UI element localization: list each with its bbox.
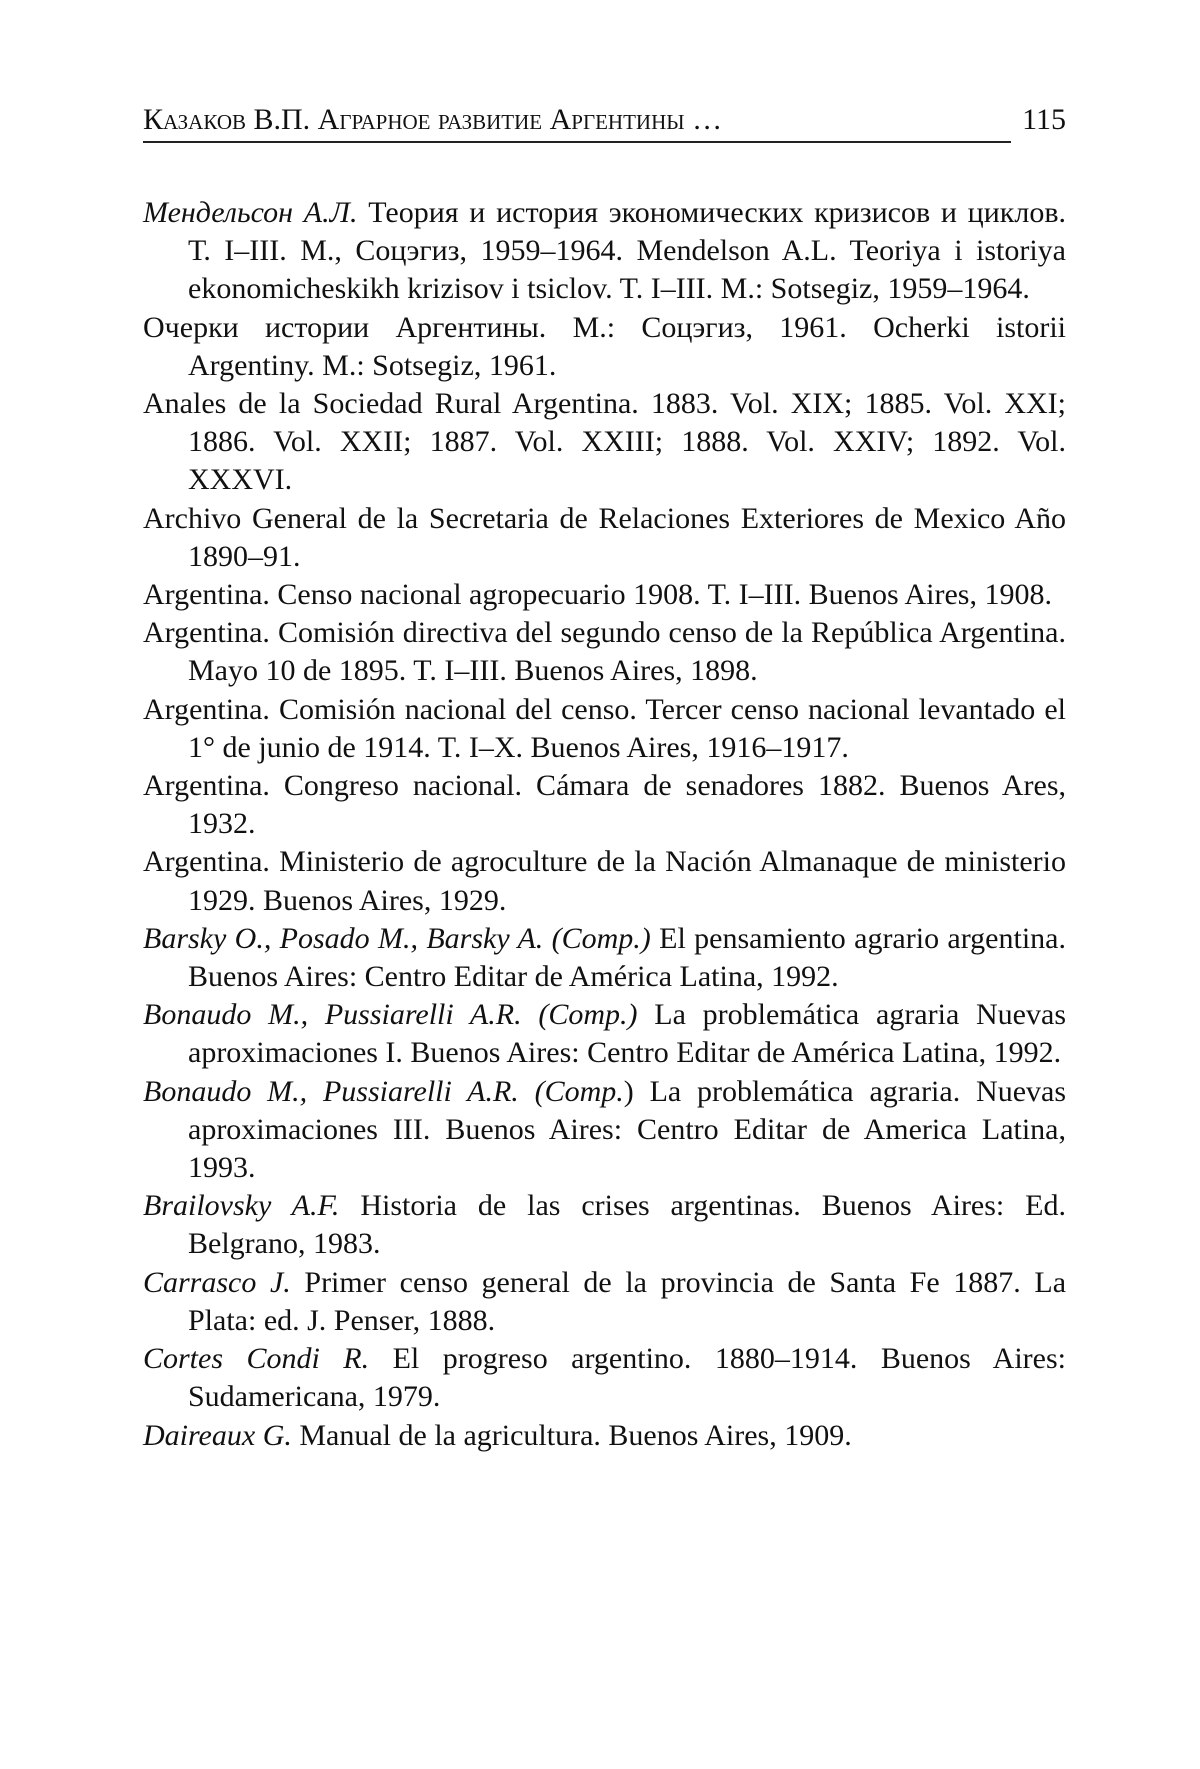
entry-text: Argentina. Congreso nacional. Cámara de senadores 1882. Buenos Ares, 1932. (143, 769, 1066, 841)
entry-author: Мендельсон А.Л. (143, 196, 358, 229)
entry-author: Carrasco J. (143, 1265, 291, 1299)
entry-author: Cortes Condi R. (143, 1342, 370, 1376)
entry-text: Очерки истории Аргентины. М.: Соцэгиз, 1961. Ocherki istorii Argentiny. M.: Sotsegiz, 1961. (143, 310, 1066, 382)
entry-text: La problemática agraria Nuevas aproximaciones I. Buenos Aires: Centro Editar de América Latina, 1992. (188, 998, 1066, 1070)
entry-text: Primer censo general de la provincia de Santa Fe 1887. La Plata: ed. J. Penser, 1888. (188, 1265, 1067, 1337)
entry-text: Historia de las crises argentinas. Buenos Aires: Ed. Belgrano, 1983. (188, 1189, 1066, 1261)
bibliography-entry-1 (143, 194, 1066, 309)
bibliography-entry-15 (143, 1340, 1066, 1416)
document-page (143, 0, 1066, 1769)
bibliography-entry-13 (143, 1187, 1066, 1263)
entry-text: Argentina. Comisión directiva del segundo censo de la República Argentina. Mayo 10 de 1895. T. I–III. Buenos Aires, 1898. (143, 616, 1066, 688)
bibliography-entry-3 (143, 385, 1066, 500)
entry-author: Bonaudo M., Pussiarelli A.R. (Comp.) (143, 998, 638, 1032)
entry-text: Argentina. Comisión nacional del censo. Tercer censo nacional levantado el 1° de junio de 1914. T. I–X. Buenos Aires, 1916–1917. (143, 692, 1066, 764)
entry-text: Archivo General de la Secretaria de Relaciones Exteriores de Mexico Año 1890–91. (143, 501, 1066, 573)
entry-text: Anales de la Sociedad Rural Argentina. 1883. Vol. XIX; 1885. Vol. XXI; 1886. Vol. XXII; 1887. Vol. XXIII; 1888. Vol. XXIV; 1892. Vol. XXXVI. (143, 387, 1066, 497)
entry-author: Brailovsky A.F. (143, 1189, 340, 1223)
entry-author: Barsky O., Posado M., Barsky A. (Comp.) (143, 921, 651, 955)
bibliography-entry-8 (143, 767, 1066, 843)
entry-text: ) La problemática agraria. Nuevas aproximaciones III. Buenos Aires: Centro Editar de America Latina, 1993. (188, 1074, 1066, 1185)
bibliography-entry-16 (143, 1417, 1066, 1455)
bibliography-entry-2 (143, 309, 1066, 385)
bibliography-entry-4 (143, 500, 1066, 576)
bibliography-entry-11 (143, 996, 1066, 1072)
entry-text: Manual de la agricultura. Buenos Aires, 1909. (291, 1418, 852, 1452)
entry-author: Bonaudo M., Pussiarelli A.R. (Comp. (143, 1074, 624, 1108)
bibliography-entry-14 (143, 1264, 1066, 1340)
bibliography-entry-9 (143, 843, 1066, 919)
running-header (143, 100, 1066, 144)
entry-text: El pensamiento agrario argentina. Buenos Aires: Centro Editar de América Latina, 1992. (188, 921, 1066, 994)
entry-text: Argentina. Ministerio de agroculture de la Nación Almanaque de ministerio 1929. Buenos Aires, 1929. (143, 845, 1066, 917)
entry-text: El progreso argentino. 1880–1914. Buenos Aires: Sudamericana, 1979. (188, 1342, 1066, 1414)
bibliography-entry-12 (143, 1073, 1066, 1188)
entry-author: Daireaux G. (143, 1418, 292, 1452)
page-number: 115 (1022, 103, 1066, 136)
bibliography-entry-5 (143, 576, 1066, 614)
bibliography-list (143, 194, 1066, 1455)
bibliography-entry-6 (143, 614, 1066, 690)
entry-text: Теория и история экономических кризисов и циклов. Т. I–III. М., Соцэгиз, 1959–1964. Mendelson A.L. Teoriya i istoriya ekonomicheskikh krizisov i tsiclov. T. I–III. M.: Sotsegiz, 1959–1964. (188, 196, 1066, 306)
entry-text: Argentina. Censo nacional agropecuario 1908. T. I–III. Buenos Aires, 1908. (143, 578, 1052, 612)
bibliography-entry-10 (143, 920, 1066, 996)
bibliography-entry-7 (143, 691, 1066, 767)
running-title: Казаков В.П. Аграрное развитие Аргентины … (143, 102, 1011, 143)
